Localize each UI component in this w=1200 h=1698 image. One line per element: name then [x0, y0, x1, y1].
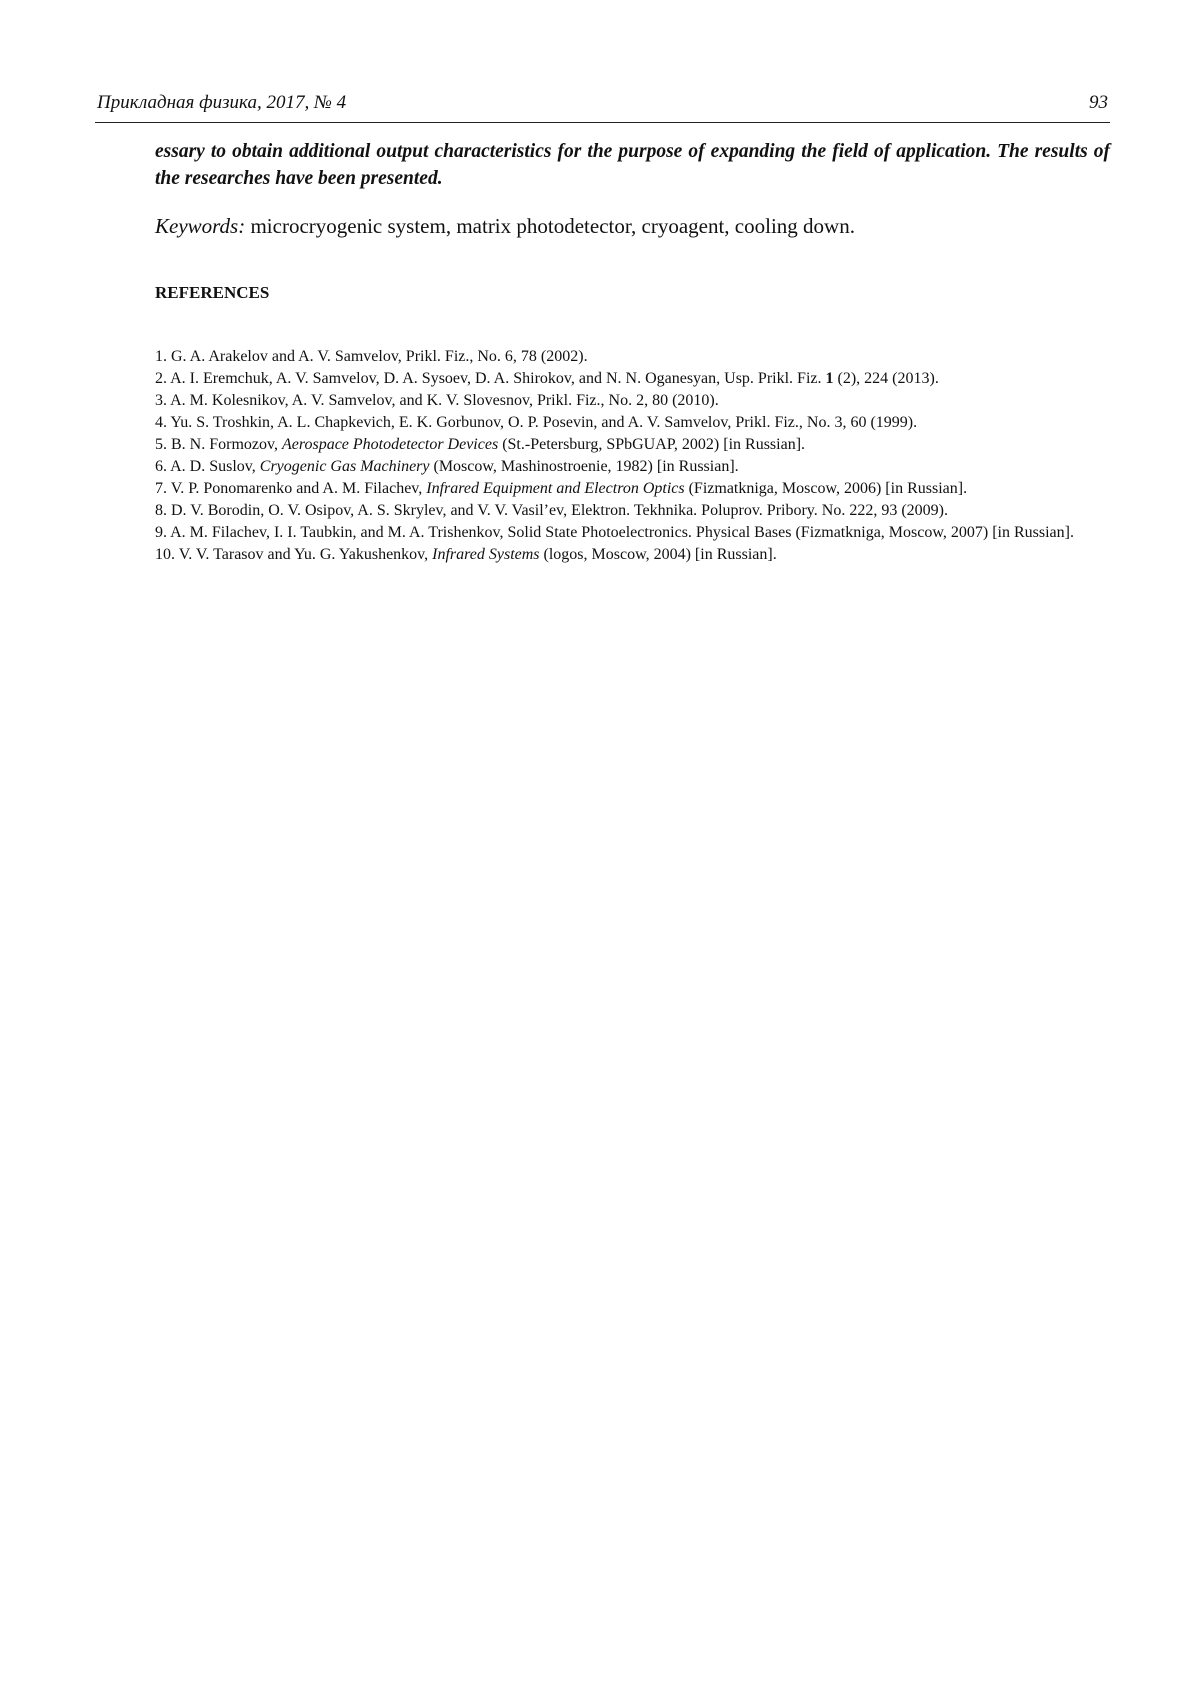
- reference-item: [155, 434, 1110, 456]
- reference-volume: 1: [825, 370, 834, 387]
- reference-item: [155, 500, 1110, 522]
- page-header: [95, 92, 1110, 123]
- reference-title: Aerospace Photodetector Devices: [281, 436, 499, 453]
- page-number: 93: [1089, 92, 1108, 113]
- keywords-text: microcryogenic system, matrix photodetector, cryoagent, cooling down.: [245, 214, 855, 238]
- reference-item: [155, 478, 1110, 500]
- journal-title: Прикладная физика, 2017, № 4: [97, 92, 347, 113]
- reference-item: [155, 544, 1110, 566]
- reference-details: (St.-Petersburg, SPbGUAP, 2002) [in Russian].: [498, 436, 806, 453]
- reference-item: [155, 412, 1110, 434]
- abstract-text: essary to obtain additional output characteristics for the purpose of expanding the field of application. The results of the researches have been presented.: [155, 141, 1110, 189]
- reference-item: [155, 368, 1110, 390]
- reference-item: [155, 346, 1110, 368]
- reference-text: 1. G. A. Arakelov and A. V. Samvelov, Prikl. Fiz., No. 6, 78 (2002).: [155, 348, 588, 365]
- reference-text: 10. V. V. Tarasov and Yu. G. Yakushenkov,: [155, 546, 433, 563]
- reference-title: Cryogenic Gas Machinery: [259, 458, 430, 475]
- keywords-label: Keywords:: [155, 214, 246, 238]
- reference-text: 4. Yu. S. Troshkin, A. L. Chapkevich, E. K. Gorbunov, O. P. Posevin, and A. V. Samvelov, Prikl. Fiz., No. 3, 60 (1999).: [155, 414, 918, 431]
- reference-title: Infrared Systems: [432, 546, 540, 563]
- article-content: [155, 138, 1110, 566]
- references-heading: REFERENCES: [155, 283, 270, 302]
- reference-title: Infrared Equipment and Electron Optics: [426, 480, 685, 497]
- reference-text: 9. A. M. Filachev, I. I. Taubkin, and M. A. Trishenkov, Solid State Photoelectronics. Physical Bases (Fizmatkniga, Moscow, 2007) [in Russian].: [155, 524, 1074, 541]
- references-list: [155, 346, 1110, 566]
- reference-details: (Moscow, Mashinostroenie, 1982) [in Russian].: [429, 458, 739, 475]
- reference-text: 7. V. P. Ponomarenko and A. M. Filachev,: [155, 480, 427, 497]
- reference-text: 2. A. I. Eremchuk, A. V. Samvelov, D. A. Sysoev, D. A. Shirokov, and N. N. Oganesyan, Usp. Prikl. Fiz.: [155, 370, 826, 387]
- reference-details: (Fizmatkniga, Moscow, 2006) [in Russian].: [684, 480, 968, 497]
- reference-text: 8. D. V. Borodin, O. V. Osipov, A. S. Skrylev, and V. V. Vasil’ev, Elektron. Tekhnika. Poluprov. Pribory. No. 222, 93 (2009).: [155, 502, 948, 519]
- reference-text: 3. A. M. Kolesnikov, A. V. Samvelov, and K. V. Slovesnov, Prikl. Fiz., No. 2, 80 (2010).: [155, 392, 719, 409]
- reference-item: [155, 522, 1110, 544]
- keywords: [155, 212, 1110, 240]
- reference-text: 6. A. D. Suslov,: [155, 458, 260, 475]
- reference-details: (2), 224 (2013).: [833, 370, 939, 387]
- reference-item: [155, 390, 1110, 412]
- reference-details: (logos, Moscow, 2004) [in Russian].: [539, 546, 777, 563]
- reference-text: 5. B. N. Formozov,: [155, 436, 282, 453]
- reference-item: [155, 456, 1110, 478]
